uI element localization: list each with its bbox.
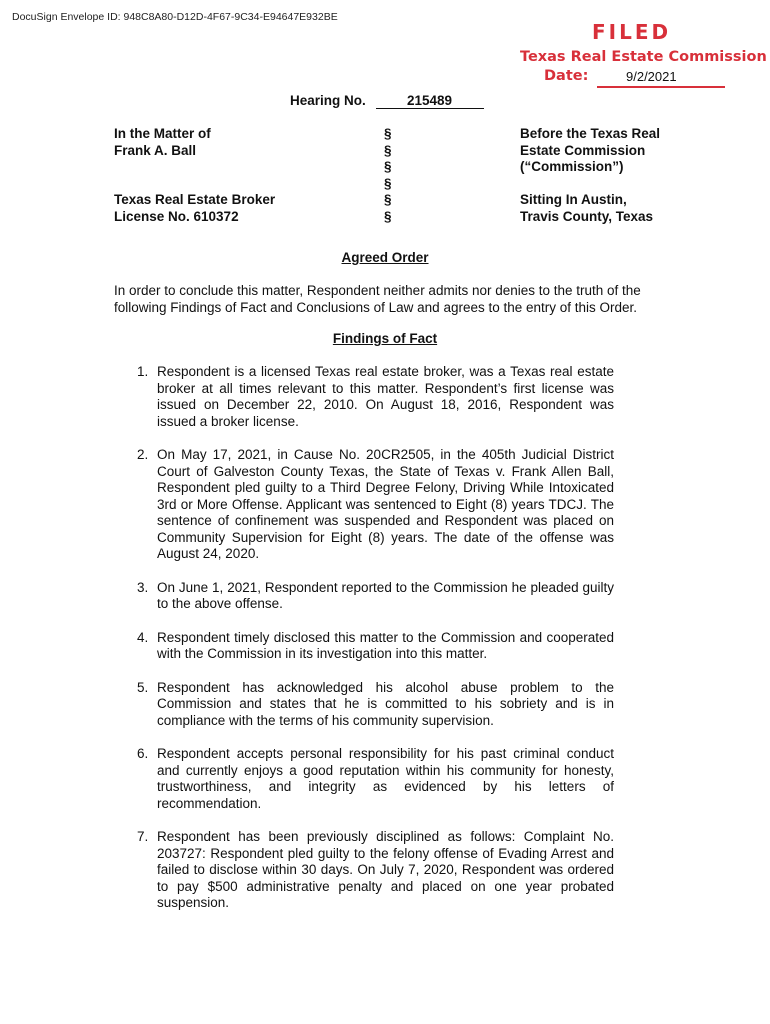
hearing-label: Hearing No.	[290, 93, 366, 108]
finding-item: 2. On May 17, 2021, in Cause No. 20CR2505, in the 405th Judicial District Court of Galveston County Texas, the State of Texas v. Frank Allen Ball, Respondent pled guilty to a Third Degree Felony, Driving While Intoxicated 3rd or More Offense. Applicant was sentenced to Eight (8) years TDCJ. The sentence of confinement was suspended and Respondent was placed on Community Supervision for Eight (8) years. The date of the offense was August 24, 2020.	[137, 447, 614, 561]
caption-left-line: Texas Real Estate Broker	[114, 192, 276, 207]
agreed-order-title: Agreed Order	[341, 250, 429, 265]
finding-item: 6. Respondent accepts personal responsibility for his past criminal conduct and currently enjoys a good reputation within his community for honesty, trustworthiness, and integrity as evidenced by his letters of recommendation.	[137, 746, 614, 811]
findings-of-fact-title: Findings of Fact	[332, 331, 438, 346]
caption-right-line: Sitting In Austin,	[520, 192, 627, 207]
stamp-commission: Texas Real Estate Commission	[520, 49, 767, 65]
intro-paragraph: In order to conclude this matter, Respondent neither admits nor denies to the truth of the following Findings of Fact and Conclusions of Law and agrees to the entry of this Order.	[114, 283, 641, 315]
section-symbol: §	[384, 126, 392, 141]
finding-item: 5. Respondent has acknowledged his alcohol abuse problem to the Commission and states that he is committed to his sobriety and is in compliance with the terms of his community supervision.	[137, 679, 614, 728]
caption-left	[114, 126, 354, 225]
finding-item: 1. Respondent is a licensed Texas real estate broker, was a Texas real estate broker at all times relevant to this matter. Respondent’s first license was issued on December 22, 2010. On August 18, 2016, Respondent was issued a broker license.	[137, 364, 614, 429]
stamp-date-value: 9/2/2021	[626, 69, 677, 84]
section-symbol: §	[384, 208, 392, 224]
finding-item: 7. Respondent has been previously disciplined as follows: Complaint No. 203727: Respondent pled guilty to the felony offense of Evading Arrest and failed to disclose within 30 days. On July 7, 2020, Respondent was ordered to pay $500 administrative penalty and placed on one year probated suspension.	[137, 829, 614, 910]
caption-right-line: Travis County, Texas	[520, 208, 654, 224]
stamp-date-line	[597, 86, 725, 88]
caption-right-line: Estate Commission	[520, 142, 646, 158]
caption-right-line: (“Commission”)	[520, 159, 624, 174]
hearing-number-value: 215489	[376, 93, 484, 109]
section-symbol: §	[384, 175, 392, 191]
section-symbol: §	[384, 142, 392, 158]
caption-left-line: License No. 610372	[114, 208, 239, 224]
caption-left-line: Frank A. Ball	[114, 142, 197, 158]
hearing-number	[290, 93, 484, 109]
finding-item: 4. Respondent timely disclosed this matter to the Commission and cooperated with the Commission in its investigation into this matter.	[137, 629, 614, 661]
caption-right-line: Before the Texas Real	[520, 126, 661, 141]
finding-item: 3. On June 1, 2021, Respondent reported to the Commission he pleaded guilty to the above offense.	[137, 579, 614, 611]
section-symbol: §	[384, 159, 392, 174]
caption-right	[520, 126, 720, 225]
caption-left-line: In the Matter of	[114, 126, 211, 141]
findings-list	[114, 364, 614, 929]
stamp-date-label: Date:	[544, 68, 589, 84]
section-symbol: §	[384, 192, 392, 207]
caption-section-symbols	[384, 126, 398, 225]
stamp-filed: FILED	[592, 20, 672, 44]
docusign-envelope-id: DocuSign Envelope ID: 948C8A80-D12D-4F67-9C34-E94647E932BE	[12, 11, 338, 23]
